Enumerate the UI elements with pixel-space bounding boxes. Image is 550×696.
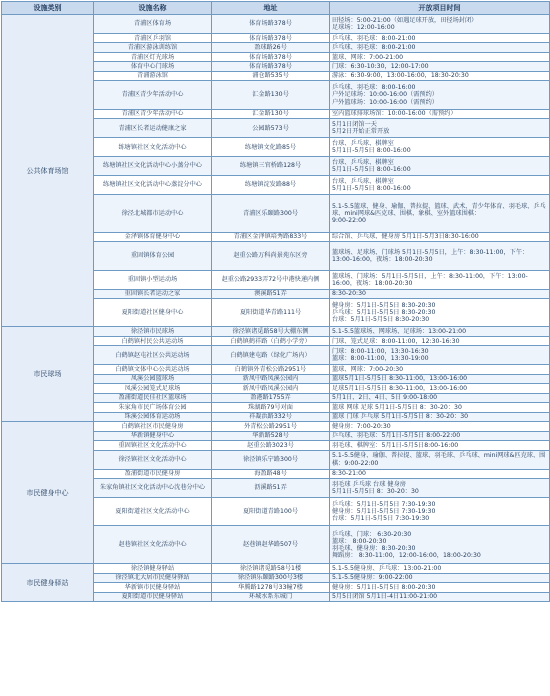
address-cell: 青浦区金泽镇培秀路833号 [212,232,330,241]
name-cell: 凤溪公园篮球场 [94,374,212,383]
hours-cell: 台球、乒乓球、棋牌室 5月1日-5月5日 8:00-16:00 [330,175,550,194]
address-cell: 珠湖路79号对面 [212,403,330,412]
address-cell: 练塘镇三官桥路128号 [212,157,330,176]
address-cell: 新凤中路凤溪公园内 [212,384,330,393]
address-cell: 徐泾镇诸觅路58号大棚东侧 [212,327,330,336]
address-cell: 浦仓路535号 [212,71,330,80]
name-cell: 重固镇体育公园 [94,242,212,270]
hours-cell: 篮球5月1日-5月5日 8:30-11:00，13:00-16:00 [330,374,550,383]
address-cell: 练塘镇文化路85号 [212,138,330,157]
address-cell: 赵巷镇赵华路507号 [212,526,330,564]
address-cell: 汇金路130号 [212,81,330,109]
name-cell: 凤溪公园笼式足球场 [94,384,212,393]
address-cell: 华腾路1278号33幢7楼 [212,583,330,592]
hours-cell: 5.1-5.5篮球场、网球场、足球场：13:00-21:00 [330,327,550,336]
table-row [2,15,550,34]
hours-cell: 5月1日闭馆一天 5月2日开始正常开放 [330,119,550,138]
hours-cell: 篮球、网球：7:00-21:00 [330,52,550,61]
header-hours: 开放项目时间 [330,2,550,15]
address-cell: 体育场路378号 [212,33,330,42]
address-cell: 练塘镇淀发路88号 [212,175,330,194]
hours-cell: 8:30-20:30 [330,289,550,298]
category-cell: 市民球场 [2,327,94,422]
address-cell: 外青松公路2951号 [212,422,330,431]
name-cell: 夏阳街道社区文化活动中心 [94,497,212,525]
hours-cell: 5.1-5.5健身、瑜伽、普拉提、篮球、羽毛球、乒乓球、mini网球&匹克球、围棋：9:00-22:00 [330,450,550,469]
name-cell: 青浦区青少年活动中心 [94,109,212,118]
name-cell: 盈浦街道市民健身房 [94,469,212,478]
hours-cell: 乒乓球、羽毛球：8:00-16:00 户外足球场：10:00-16:00（需预约） 户外篮球场：10:00-16:00（需预约） [330,81,550,109]
facility-table [1,1,550,602]
hours-cell: 5月1日、2日、4日、5日 9:00-18:00 [330,393,550,402]
address-cell: 白鹤镇建屯路（绿化广场内） [212,346,330,365]
name-cell: 华新镇市民健身驿站 [94,583,212,592]
hours-cell: 乒乓球、门球： 6:30-20:30 篮球： 8:00-20:30 羽毛球、健身房：8:30-20:30 舞蹈房： 8:30-11:00，12:00-16:00，18:00-20:30 [330,526,550,564]
address-cell: 徐泾镇诸觅路58号1楼 [212,564,330,573]
address-cell: 澳溪路51弄 [212,289,330,298]
address-cell: 赵重公路万科尚景苑东区旁 [212,242,330,270]
hours-cell: 门球、笼式足球：8:00-11:00，12:30-16:30 [330,336,550,345]
address-cell: 体育场路378号 [212,62,330,71]
header-row [2,2,550,15]
name-cell: 体育中心门球场 [94,62,212,71]
hours-cell: 8:30-21:00 [330,469,550,478]
name-cell: 重固镇长者运动之家 [94,289,212,298]
name-cell: 白鹤镇赵屯社区公共运动场 [94,346,212,365]
hours-cell: 羽毛球、棋牌室：5月1日-5月5日8:00-16:00 [330,441,550,450]
table-row [2,422,550,431]
header-address: 地址 [212,2,330,15]
name-cell: 赵巷镇社区文化活动中心 [94,526,212,564]
hours-cell: 门球：8:00-11:00，13:30-16:30 篮球：8:00-11:00，13:30-19:00 [330,346,550,365]
table-row [2,327,550,336]
address-cell: 沥溪路51弄 [212,478,330,497]
address-cell: 新凤中路凤溪公园内 [212,374,330,383]
hours-cell: 台球、乒乓球、棋牌室 5月1日-5月5日 8:00-16:00 [330,157,550,176]
hours-cell: 乒乓球、羽毛球：8:00-21:00 [330,43,550,52]
hours-cell: 5.1-5.5健身房、乒乓球：13:00-21:00 [330,564,550,573]
hours-cell: 乒乓球、羽毛球：8:00-21:00 [330,33,550,42]
hours-cell: 门球：6:30-10:30，12:00-17:00 [330,62,550,71]
hours-cell: 健身房：7:00-20:30 [330,422,550,431]
name-cell: 青浦游泳馆 [94,71,212,80]
hours-cell: 游泳：6:30-9:00，13:00-16:00，18:30-20:30 [330,71,550,80]
address-cell: 体育场路378号 [212,15,330,34]
address-cell: 徐泾镇乐宁路300号 [212,450,330,469]
hours-cell: 5月5日闭馆 5月1日-4日11:00-21:00 [330,592,550,601]
name-cell: 夏阳街道市民健身驿站 [94,592,212,601]
hours-cell: 羽毛球 乒乓球 台球 健身房 5月1日-5月5日 8：30-20：30 [330,478,550,497]
hours-cell: 篮球 网球 足球 5月1日-5月5日 8：30-20：30 [330,403,550,412]
name-cell: 青浦区乒羽馆 [94,33,212,42]
category-cell: 市民健身驿站 [2,564,94,602]
hours-cell: 乒乓球、羽毛球：5月1日-5月5日 8:00-22:00 [330,431,550,440]
hours-cell: 篮球场、门球场：5月1日-5月5日，上午：8:30-11:00，下午：13:00-16:00，夜场：18:00-20:30 [330,270,550,289]
address-cell: 赵重公路3023号 [212,441,330,450]
name-cell: 夏阳街道社区健身中心 [94,299,212,327]
address-cell: 夏阳街道华青路111号 [212,299,330,327]
category-cell: 公共体育场馆 [2,15,94,327]
name-cell: 徐泾镇社区文化活动中心 [94,450,212,469]
name-cell: 重固镇社区文化活动中心 [94,441,212,450]
table-row [2,564,550,573]
name-cell: 朱家角镇社区文化活动中心沈巷分中心 [94,478,212,497]
name-cell: 徐泾北城都市运动中心 [94,194,212,232]
address-cell: 赵重公路2933弄72号中港快递内侧 [212,270,330,289]
header-category: 设施类别 [2,2,94,15]
address-cell: 盈港路1755弄 [212,393,330,402]
name-cell: 盈浦街道民佳社区篮球场 [94,393,212,402]
name-cell: 华新镇健身中心 [94,431,212,440]
address-cell: 祥凝浜路332号 [212,412,330,421]
hours-cell: 篮球场、足球场、门球场 5月1日-5月5日，上午：8:30-11:00，下午：13:00-16:00，夜场：18:00-20:30 [330,242,550,270]
address-cell: 环城水系东城门 [212,592,330,601]
name-cell: 金泽镇体育健身中心 [94,232,212,241]
name-cell: 徐泾镇北大居市民健身驿站 [94,573,212,582]
name-cell: 练塘镇社区文化活动中心 [94,138,212,157]
hours-cell: 综合馆、乒乓球、健身房 5月1日-5月3日8:30-16:00 [330,232,550,241]
name-cell: 珠溪公园体育运动场 [94,412,212,421]
name-cell: 徐泾镇健身驿站 [94,564,212,573]
address-cell: 青浦区乐颐路300号 [212,194,330,232]
name-cell: 青浦区游泳训练馆 [94,43,212,52]
hours-cell: 健身房：5月1日-5月5日 8:30-20:30 乒乓球：5月1日-5月5日 8:30-20:30 台球：5月1日-5月5日 8:30-20:30 [330,299,550,327]
name-cell: 朱家角市民广场体育公园 [94,403,212,412]
hours-cell: 篮球 门球 乒乓球 5月1日-5月5日 8：30-20：30 [330,412,550,421]
address-cell: 夏阳街道青路100号 [212,497,330,525]
hours-cell: 5.1-5.5篮球、健身、瑜伽、普拉提、篮球、武术、青少年体育、羽毛球、乒乓球、mini网球&匹克球、围棋、象棋、室外篮球围棋： 9:00-22:00 [330,194,550,232]
name-cell: 重固镇小型运动场 [94,270,212,289]
hours-cell: 田径场：5:00-21:00（如遇足球开放，田径场封闭） 足球场：12:00-16:00 [330,15,550,34]
hours-cell: 乒乓球：5月1日-5月5日 7:30-19:30 健身房：5月1日-5月5日 7:30-19:30 台球：5月1日-5月5日 7:30-19:30 [330,497,550,525]
address-cell: 白鹤镇外青松公路2951号 [212,365,330,374]
address-cell: 体育场路378号 [212,52,330,61]
hours-cell: 台球、乒乓球、棋牌室 5月1日-5月5日 8:00-16:00 [330,138,550,157]
hours-cell: 室内篮球排球场馆：10:00-16:00（需预约） [330,109,550,118]
name-cell: 青浦区青少年活动中心 [94,81,212,109]
name-cell: 练塘镇社区文化活动中心小蒸分中心 [94,157,212,176]
address-cell: 海盈路48号 [212,469,330,478]
address-cell: 公园路573号 [212,119,330,138]
hours-cell: 健身房：5月1日-5月5日 8:00-20:30 [330,583,550,592]
address-cell: 盈球路26号 [212,43,330,52]
name-cell: 白鹤镇文体中心公共运动场 [94,365,212,374]
header-name: 设施名称 [94,2,212,15]
name-cell: 青浦区体育场 [94,15,212,34]
name-cell: 青浦区长者运动健康之家 [94,119,212,138]
name-cell: 练塘镇社区文化活动中心蒸淀分中心 [94,175,212,194]
address-cell: 汇金路130号 [212,109,330,118]
name-cell: 徐泾镇市民球场 [94,327,212,336]
hours-cell: 足球5月1日-5月5日 8:30-11:00，13:00-16:00 [330,384,550,393]
category-cell: 市民健身中心 [2,422,94,564]
name-cell: 白鹤镇社区市民健身房 [94,422,212,431]
name-cell: 青浦区灯光球场 [94,52,212,61]
hours-cell: 篮球、网球：7:00-20:30 [330,365,550,374]
address-cell: 白鹤镇鹤祥路（白鹤小学旁） [212,336,330,345]
hours-cell: 5.1-5.5健身房：9:00-22:00 [330,573,550,582]
address-cell: 徐泾镇乐颐路300号3楼 [212,573,330,582]
table-body [2,15,550,602]
name-cell: 白鹤镇村民公共运动场 [94,336,212,345]
address-cell: 华新路528号 [212,431,330,440]
